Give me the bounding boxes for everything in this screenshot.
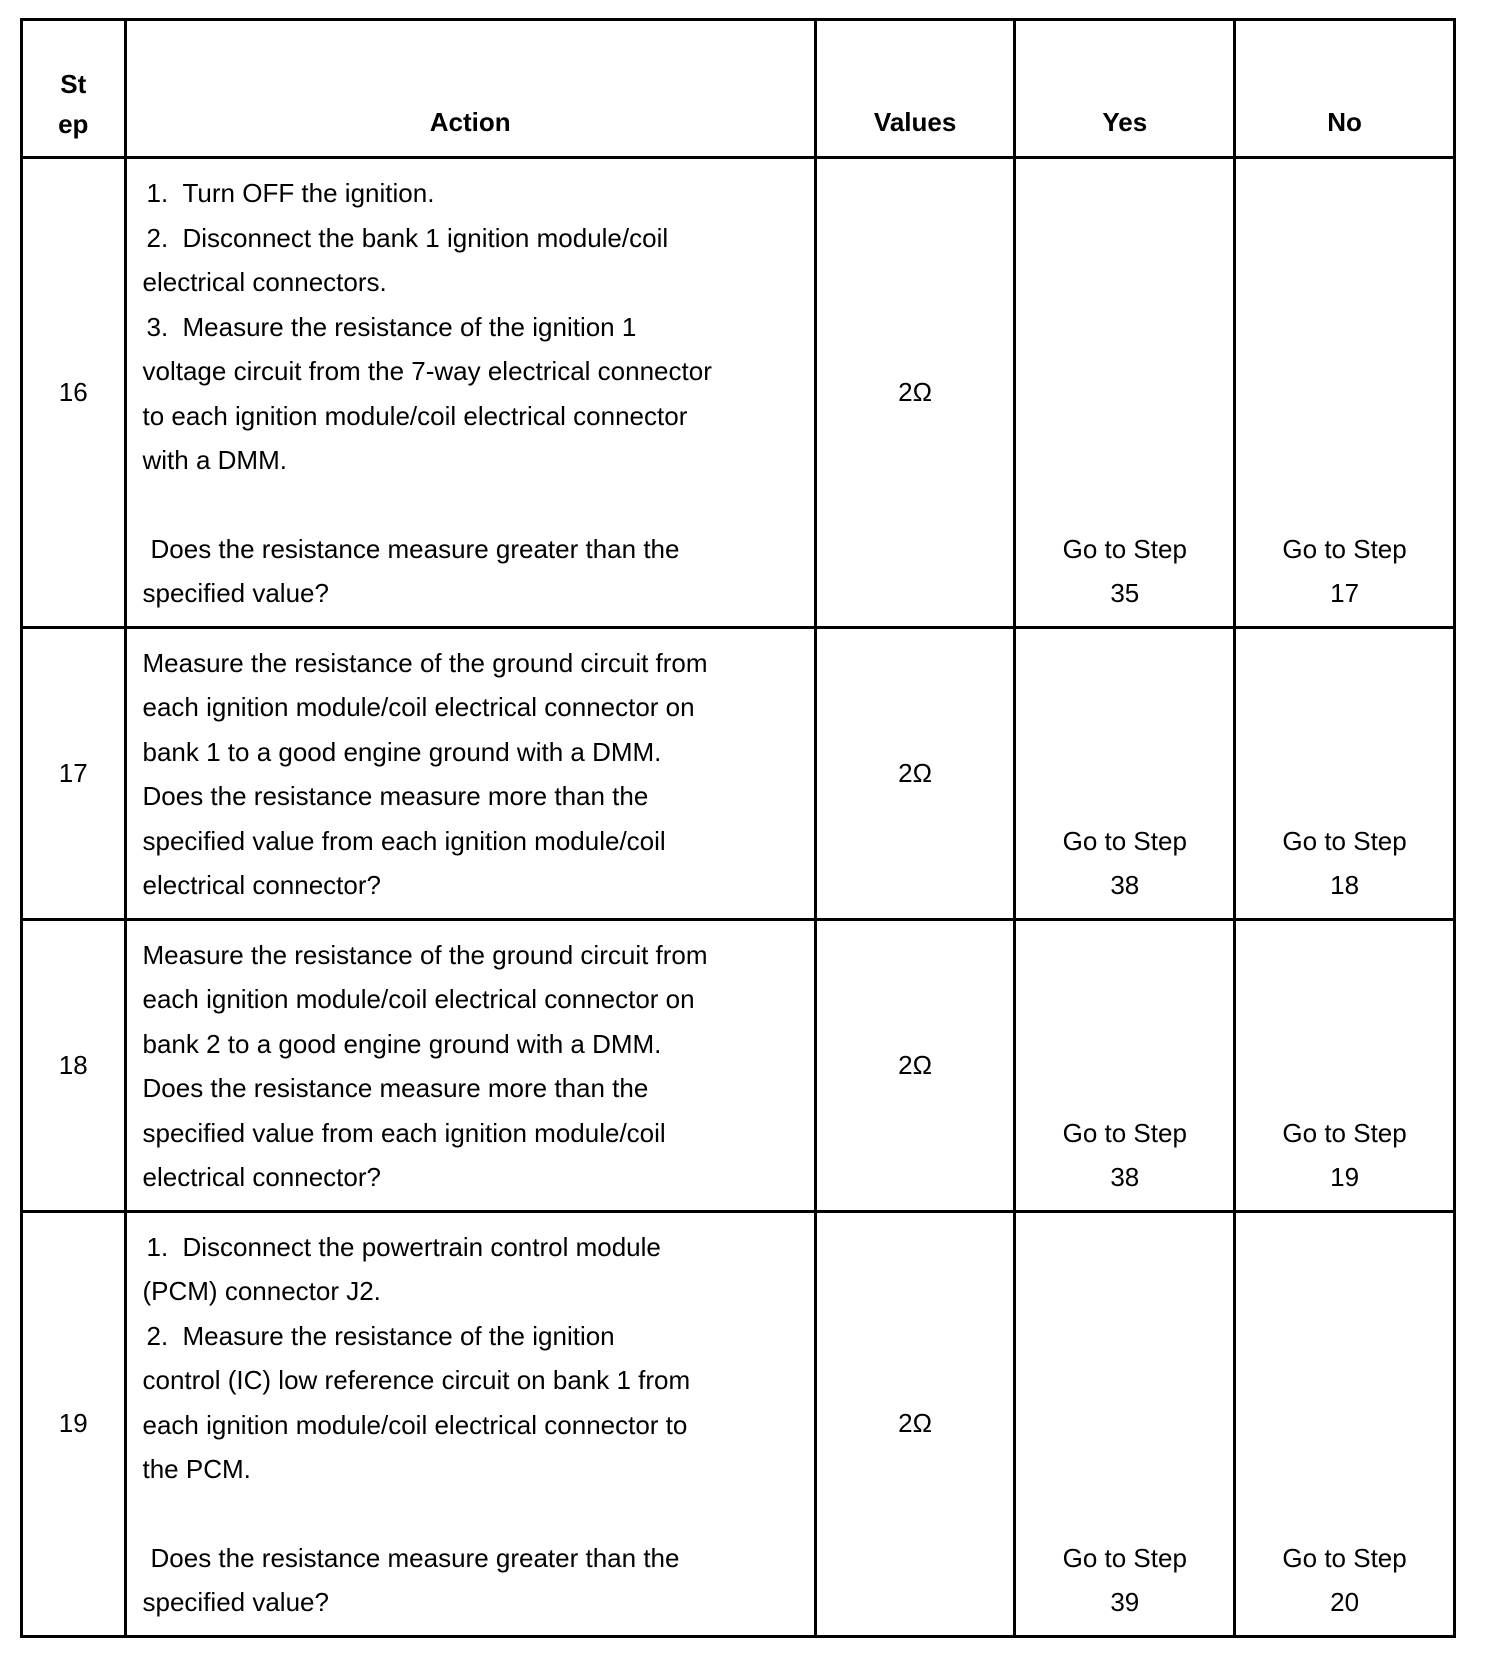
action-cell: Measure the resistance of the ground circuit from each ignition module/coil electrical connector on bank 2 to a good engine ground with a DMM. Does the resistance measure more than the specified value from each ignition module/coil electrical connector? — [125, 919, 815, 1211]
header-no: No — [1235, 20, 1455, 158]
no-cell: Go to Step 17 — [1235, 158, 1455, 628]
step-number: 17 — [22, 627, 126, 919]
header-values: Values — [815, 20, 1015, 158]
action-cell: 1. Disconnect the powertrain control module (PCM) connector J2. 2. Measure the resistance of the ignition control (IC) low reference circuit on bank 1 from each ignition module/coil electrical connector to the PCM. Does the resistance measure greater than the specified value? — [125, 1211, 815, 1636]
yes-cell: Go to Step 39 — [1015, 1211, 1235, 1636]
step-number: 19 — [22, 1211, 126, 1636]
step-number: 16 — [22, 158, 126, 628]
action-cell: 1. Turn OFF the ignition. 2. Disconnect the bank 1 ignition module/coil electrical connectors. 3. Measure the resistance of the ignition 1 voltage circuit from the 7-way electrical connector to each ignition module/coil electrical connector with a DMM. Does the resistance measure greater than the specified value? — [125, 158, 815, 628]
table-row — [22, 627, 1455, 919]
header-yes: Yes — [1015, 20, 1235, 158]
value-cell: 2Ω — [815, 919, 1015, 1211]
yes-cell: Go to Step 38 — [1015, 627, 1235, 919]
no-cell: Go to Step 19 — [1235, 919, 1455, 1211]
action-cell: Measure the resistance of the ground circuit from each ignition module/coil electrical connector on bank 1 to a good engine ground with a DMM. Does the resistance measure more than the specified value from each ignition module/coil electrical connector? — [125, 627, 815, 919]
table-row — [22, 1211, 1455, 1636]
table-row — [22, 919, 1455, 1211]
header-step: St ep — [22, 20, 126, 158]
value-cell: 2Ω — [815, 158, 1015, 628]
value-cell: 2Ω — [815, 627, 1015, 919]
yes-cell: Go to Step 35 — [1015, 158, 1235, 628]
table-row — [22, 158, 1455, 628]
no-cell: Go to Step 18 — [1235, 627, 1455, 919]
diagnostic-table — [20, 18, 1456, 1638]
step-number: 18 — [22, 919, 126, 1211]
yes-cell: Go to Step 38 — [1015, 919, 1235, 1211]
header-row — [22, 20, 1455, 158]
no-cell: Go to Step 20 — [1235, 1211, 1455, 1636]
value-cell: 2Ω — [815, 1211, 1015, 1636]
header-action: Action — [125, 20, 815, 158]
